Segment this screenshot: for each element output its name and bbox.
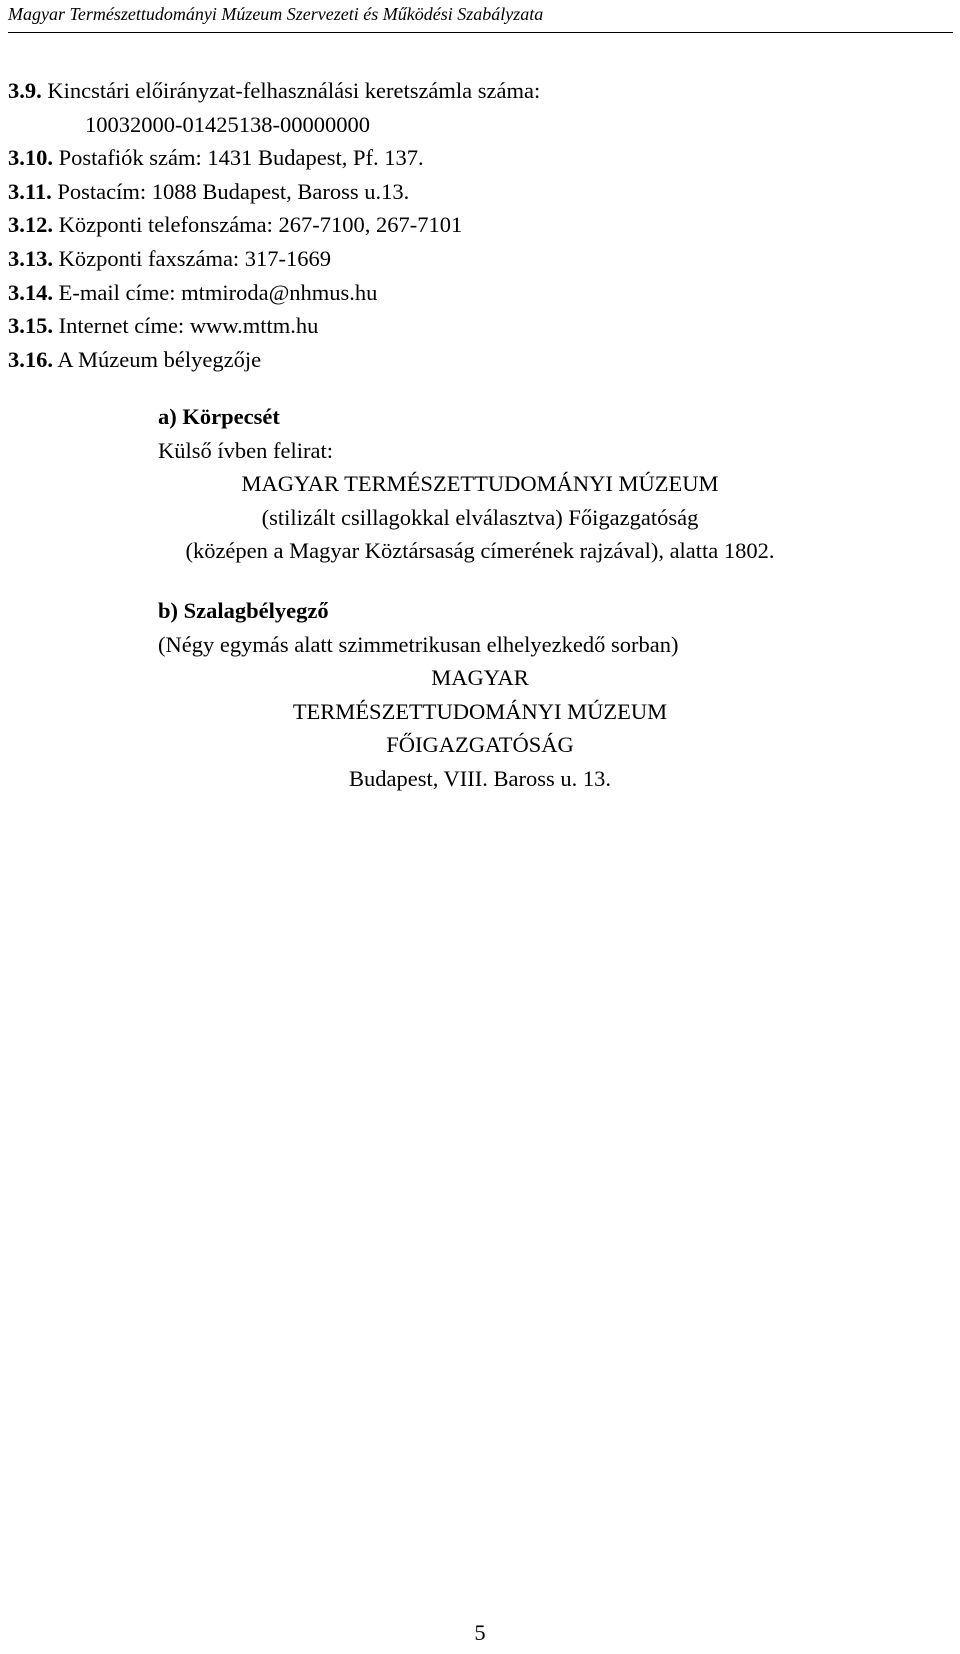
item-number: 3.11. <box>8 178 52 204</box>
item-text: E-mail címe: mtmiroda@nhmus.hu <box>58 279 378 305</box>
strip-stamp-line: FŐIGAZGATÓSÁG <box>386 732 574 758</box>
strip-stamp-line: TERMÉSZETTUDOMÁNYI MÚZEUM <box>292 698 668 724</box>
list-item <box>8 343 948 377</box>
item-number: 3.15. <box>8 313 53 339</box>
round-stamp-section <box>0 400 960 568</box>
page-header <box>8 2 953 33</box>
round-stamp-line: (középen a Magyar Köztársaság címerének rajzával), alatta 1802. <box>185 538 775 564</box>
list-item <box>8 208 948 242</box>
list-item <box>8 74 948 108</box>
item-continuation: 10032000-01425138-00000000 <box>85 111 370 137</box>
item-number: 3.13. <box>8 245 53 271</box>
item-text: Internet címe: www.mttm.hu <box>58 313 319 339</box>
list-item <box>8 242 948 276</box>
strip-stamp-heading: b) Szalagbélyegző <box>158 598 329 623</box>
item-text: Központi faxszáma: 317-1669 <box>58 245 332 271</box>
item-number: 3.12. <box>8 212 53 238</box>
page-number: 5 <box>474 1620 486 1645</box>
strip-stamp-line: Budapest, VIII. Baross u. 13. <box>348 765 612 791</box>
round-stamp-heading: a) Körpecsét <box>158 404 280 429</box>
item-number: 3.14. <box>8 279 53 305</box>
list-item <box>8 141 948 175</box>
item-number: 3.10. <box>8 145 53 171</box>
item-text: Központi telefonszáma: 267-7100, 267-7101 <box>58 212 463 238</box>
item-text: Postacím: 1088 Budapest, Baross u.13. <box>57 178 410 204</box>
list-item <box>8 309 948 343</box>
item-text: Kincstári előirányzat-felhasználási keretszámla száma: <box>47 78 541 103</box>
item-number: 3.9. <box>8 78 42 103</box>
strip-stamp-section <box>0 594 960 796</box>
item-text: A Múzeum bélyegzője <box>57 346 262 372</box>
list-item <box>8 175 948 209</box>
list-item <box>8 276 948 310</box>
round-stamp-intro: Külső ívben felirat: <box>158 437 333 463</box>
round-stamp-line: (stilizált csillagokkal elválasztva) Főigazgatóság <box>261 504 699 530</box>
header-title: Magyar Természettudományi Múzeum Szervezeti és Működési Szabályzata <box>8 4 544 24</box>
item-number: 3.16. <box>8 346 53 372</box>
strip-stamp-line: MAGYAR <box>431 665 529 691</box>
contact-items-list <box>8 74 948 376</box>
item-text: Postafiók szám: 1431 Budapest, Pf. 137. <box>58 145 424 171</box>
round-stamp-line: MAGYAR TERMÉSZETTUDOMÁNYI MÚZEUM <box>241 471 719 497</box>
strip-stamp-intro: (Négy egymás alatt szimmetrikusan elhelyezkedő sorban) <box>158 631 679 657</box>
